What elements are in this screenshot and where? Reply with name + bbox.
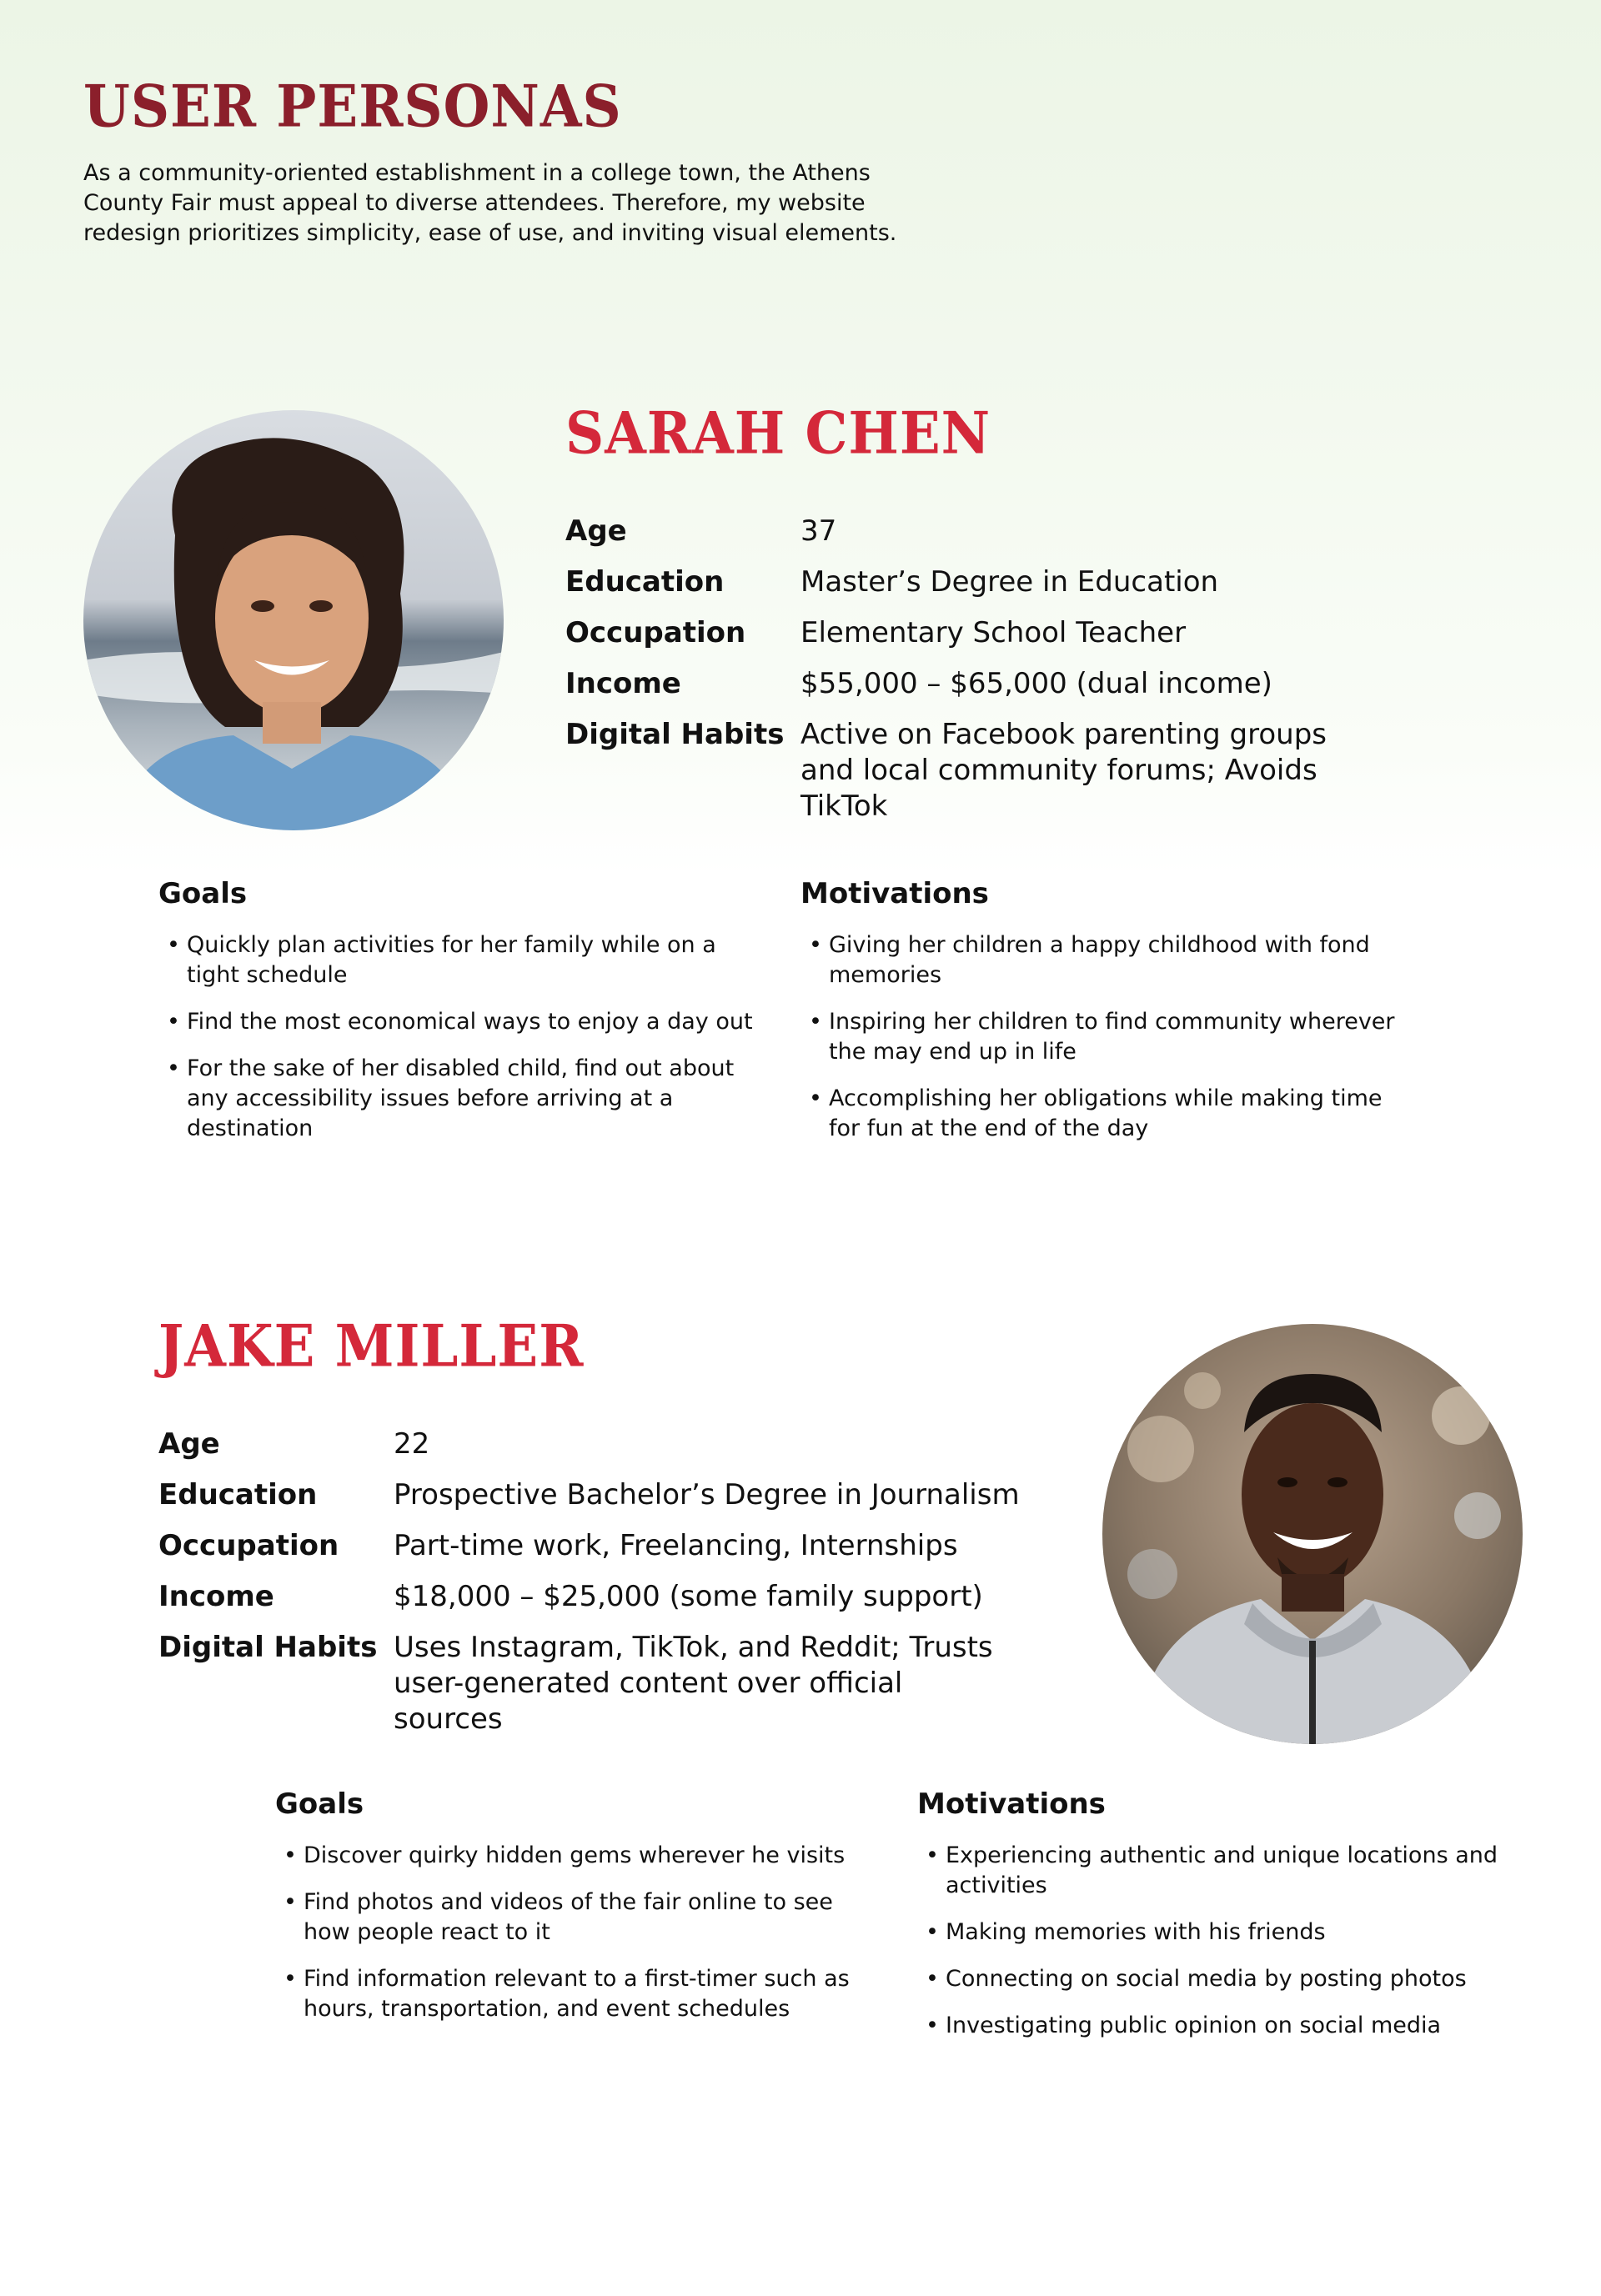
digital-habits-label: Digital Habits (158, 1631, 378, 1664)
list-item: • Investigating public opinion on social media (917, 2011, 1518, 2041)
sarah-motivations-section (800, 875, 1401, 1161)
digital-habits-value: Uses Instagram, TikTok, and Reddit; Trusts user-generated content over official sources (394, 1631, 993, 1736)
jake-motivations-section (917, 1786, 1518, 2058)
occupation-value: Part-time work, Freelancing, Internships (394, 1529, 958, 1562)
list-item: • Find photos and videos of the fair online to see how people react to it (275, 1887, 876, 1948)
list-item: • Discover quirky hidden gems wherever he visits (275, 1841, 876, 1871)
income-value: $18,000 – $25,000 (some family support) (394, 1580, 983, 1613)
persona-name-sarah: SARAH CHEN (565, 400, 991, 468)
list-item: • Find information relevant to a first-timer such as hours, transportation, and event schedules (275, 1964, 876, 2024)
jake-info-grid (158, 1426, 1026, 1737)
motivations-list (917, 1841, 1518, 2041)
motivations-heading: Motivations (800, 877, 989, 910)
age-value: 22 (394, 1427, 430, 1461)
persona-name-jake: JAKE MILLER (158, 1313, 585, 1381)
income-label: Income (158, 1580, 274, 1613)
man-portrait-photo-icon (1102, 1324, 1523, 1744)
goals-heading: Goals (275, 1787, 364, 1821)
list-item: • Inspiring her children to find community wherever the may end up in life (800, 1007, 1401, 1067)
sarah-photo (83, 410, 504, 830)
list-item: • Making memories with his friends (917, 1918, 1518, 1948)
list-item: • For the sake of her disabled child, find out about any accessibility issues before arriving at a destination (158, 1054, 759, 1144)
education-value: Prospective Bachelor’s Degree in Journalism (394, 1478, 1020, 1511)
list-item: • Find the most economical ways to enjoy a day out (158, 1007, 759, 1037)
digital-habits-value: Active on Facebook parenting groups and local community forums; Avoids TikTok (800, 718, 1327, 823)
list-item: • Connecting on social media by posting photos (917, 1964, 1518, 1994)
occupation-label: Occupation (565, 616, 746, 649)
age-value: 37 (800, 514, 837, 548)
intro-paragraph: As a community-oriented establishment in a college town, the Athens County Fair must appeal to diverse attendees. Therefore, my website redesign prioritizes simplicity, ease of use, and inviting visual elements. (83, 160, 897, 246)
age-label: Age (565, 514, 627, 548)
sarah-goals-section (158, 875, 759, 1161)
education-label: Education (158, 1478, 318, 1511)
education-label: Education (565, 565, 725, 599)
goals-list (158, 930, 759, 1144)
occupation-value: Elementary School Teacher (800, 616, 1187, 649)
woman-portrait-photo-icon (83, 410, 504, 830)
goals-list (275, 1841, 876, 2024)
sarah-info-grid (565, 514, 1433, 825)
list-item: • Experiencing authentic and unique locations and activities (917, 1841, 1518, 1901)
jake-goals-section (275, 1786, 876, 2041)
education-value: Master’s Degree in Education (800, 565, 1219, 599)
occupation-label: Occupation (158, 1529, 339, 1562)
list-item: • Giving her children a happy childhood with fond memories (800, 930, 1401, 990)
goals-heading: Goals (158, 877, 248, 910)
page-title: USER PERSONAS (83, 73, 622, 141)
list-item: • Quickly plan activities for her family while on a tight schedule (158, 930, 759, 990)
age-label: Age (158, 1427, 220, 1461)
jake-photo (1102, 1324, 1523, 1744)
list-item: • Accomplishing her obligations while making time for fun at the end of the day (800, 1084, 1401, 1144)
income-value: $55,000 – $65,000 (dual income) (800, 667, 1272, 700)
income-label: Income (565, 667, 681, 700)
motivations-list (800, 930, 1401, 1144)
motivations-heading: Motivations (917, 1787, 1106, 1821)
digital-habits-label: Digital Habits (565, 718, 785, 751)
